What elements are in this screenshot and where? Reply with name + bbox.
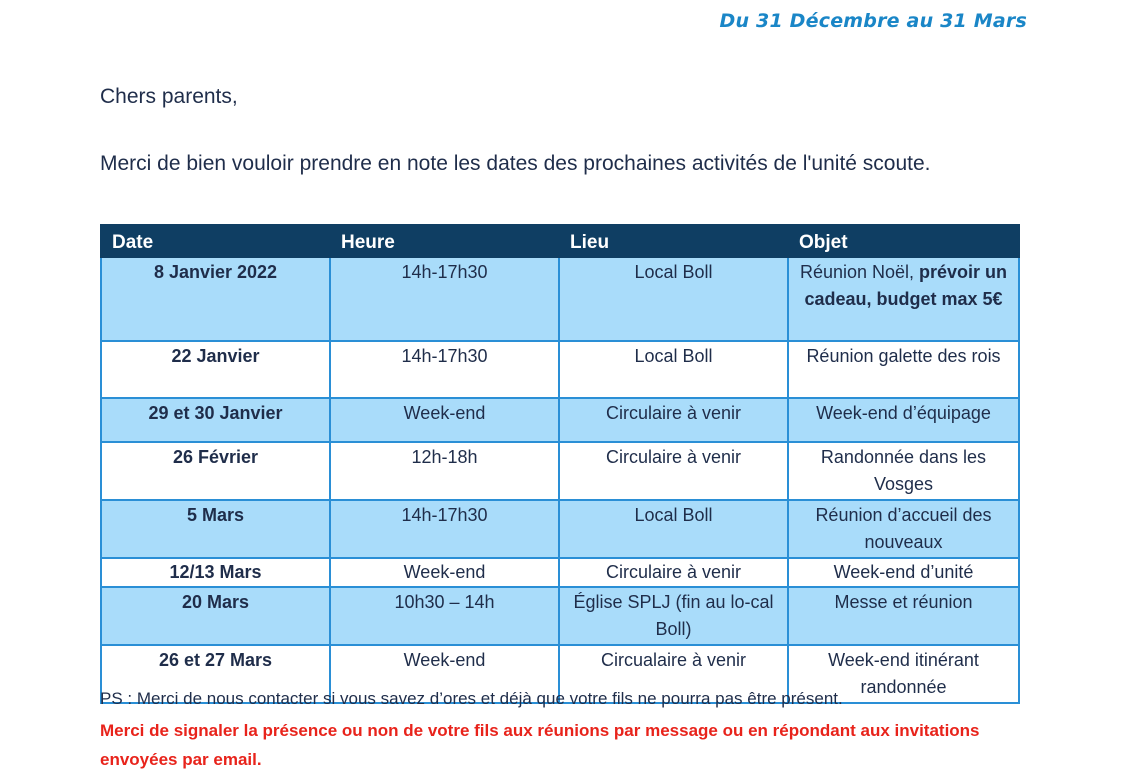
cell-objet: Week-end d’équipage <box>788 398 1019 442</box>
column-header-heure: Heure <box>330 225 559 257</box>
cell-heure: Week-end <box>330 558 559 587</box>
cell-date: 26 et 27 Mars <box>101 645 330 703</box>
cell-heure: 10h30 – 14h <box>330 587 559 645</box>
cell-lieu: Circualaire à venir <box>559 645 788 703</box>
cell-heure: Week-end <box>330 645 559 703</box>
cell-lieu: Circulaire à venir <box>559 558 788 587</box>
cell-heure: Week-end <box>330 398 559 442</box>
cell-objet: Randonnée dans les Vosges <box>788 442 1019 500</box>
table-row <box>101 257 1019 341</box>
table-row <box>101 442 1019 500</box>
cell-objet: Réunion galette des rois <box>788 341 1019 398</box>
objet-emphasis: prévoir un cadeau, budget max 5€ <box>804 262 1008 309</box>
table-row <box>101 587 1019 645</box>
cell-lieu: Circulaire à venir <box>559 398 788 442</box>
cell-date: 22 Janvier <box>101 341 330 398</box>
salutation: Chers parents, <box>100 85 238 108</box>
cell-lieu: Circulaire à venir <box>559 442 788 500</box>
table-row <box>101 558 1019 587</box>
cell-lieu: Église SPLJ (fin au lo-cal Boll) <box>559 587 788 645</box>
table-row <box>101 341 1019 398</box>
cell-date: 5 Mars <box>101 500 330 558</box>
cell-date: 26 Février <box>101 442 330 500</box>
cell-objet: Messe et réunion <box>788 587 1019 645</box>
table-header-row <box>101 225 1019 257</box>
table-row <box>101 398 1019 442</box>
cell-objet: Réunion d’accueil des nouveaux <box>788 500 1019 558</box>
table-row <box>101 500 1019 558</box>
cell-date: 29 et 30 Janvier <box>101 398 330 442</box>
cell-objet: Week-end itinérant randonnée <box>788 645 1019 703</box>
cell-date: 20 Mars <box>101 587 330 645</box>
cell-date: 12/13 Mars <box>101 558 330 587</box>
postscript: PS : Merci de nous contacter si vous savez d’ores et déjà que votre fils ne pourra pas être présent. <box>100 689 843 708</box>
cell-heure: 14h-17h30 <box>330 257 559 341</box>
column-header-lieu: Lieu <box>559 225 788 257</box>
cell-lieu: Local Boll <box>559 500 788 558</box>
period-heading: Du 31 Décembre au 31 Mars <box>719 10 1027 32</box>
cell-date: 8 Janvier 2022 <box>101 257 330 341</box>
cell-heure: 14h-17h30 <box>330 341 559 398</box>
cell-heure: 14h-17h30 <box>330 500 559 558</box>
cell-objet: Week-end d’unité <box>788 558 1019 587</box>
column-header-objet: Objet <box>788 225 1019 257</box>
cell-lieu: Local Boll <box>559 257 788 341</box>
cell-objet <box>788 257 1019 341</box>
schedule-table <box>100 224 1020 704</box>
attendance-notice: Merci de signaler la présence ou non de votre fils aux réunions par message ou en répondant aux invitations envoyées par email. <box>100 721 980 769</box>
objet-text: Réunion Noël, <box>799 262 920 282</box>
cell-heure: 12h-18h <box>330 442 559 500</box>
column-header-date: Date <box>101 225 330 257</box>
cell-lieu: Local Boll <box>559 341 788 398</box>
intro-paragraph: Merci de bien vouloir prendre en note les dates des prochaines activités de l'unité scoute. <box>100 152 931 175</box>
